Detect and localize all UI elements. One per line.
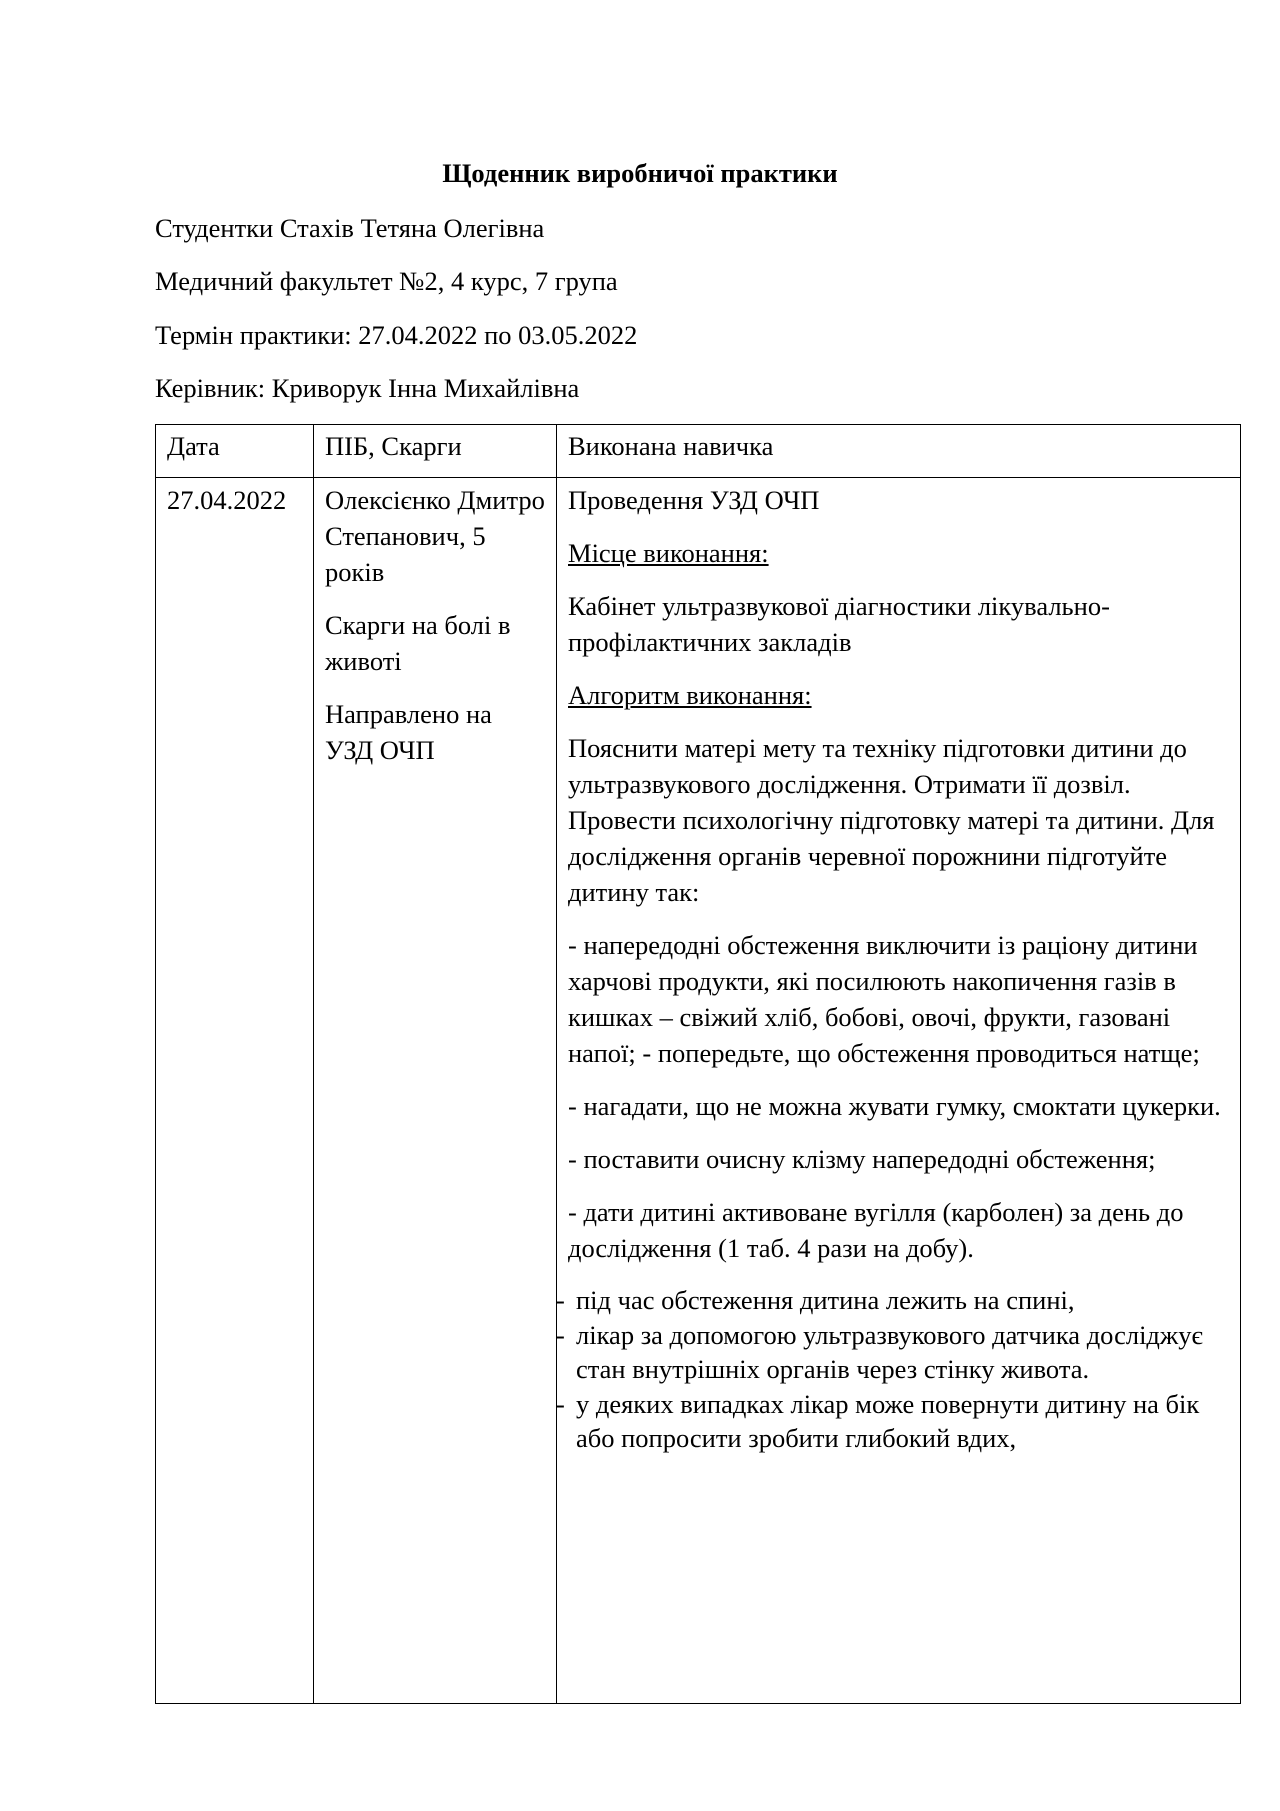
bullet-dash: -	[556, 1388, 565, 1419]
algorithm-label: Алгоритм виконання:	[568, 680, 812, 710]
student-line: Студентки Стахів Тетяна Олегівна	[155, 213, 545, 243]
algorithm-step: - нагадати, що не можна жувати гумку, смоктати цукерки.	[568, 1091, 1221, 1121]
algorithm-step: - напередодні обстеження виключити із раціону дитини харчові продукти, які посилюють накопичення газів в кишках – свіжий хліб, бобові, овочі, фрукти, газовані напої; - попередьте, що обстеження проводиться натще;	[568, 930, 1200, 1068]
header-date: Дата	[156, 425, 314, 478]
header-skill: Виконана навичка	[557, 425, 1241, 478]
bullet-text: лікар за допомогою ультразвукового датчика досліджує стан внутрішніх органів через стінку живота.	[576, 1319, 1203, 1384]
skill-procedure: Проведення УЗД ОЧП	[568, 485, 820, 515]
bullet-text: у деяких випадках лікар може повернути дитину на бік або попросити зробити глибокий вдих,	[576, 1388, 1200, 1453]
term-line: Термін практики: 27.04.2022 по 03.05.2022	[155, 320, 638, 350]
algorithm-step: - поставити очисну клізму напередодні обстеження;	[568, 1144, 1156, 1174]
faculty-line: Медичний факультет №2, 4 курс, 7 група	[155, 266, 618, 296]
algorithm-step: Пояснити матері мету та техніку підготовки дитини до ультразвукового дослідження. Отримати її дозвіл. Провести психологічну підготовку матері та дитини. Для дослідження органів черевної порожнини підготуйте дитину так:	[568, 733, 1215, 907]
patient-name: Олексієнко Дмитро Степанович, 5 років	[325, 485, 545, 587]
bullet-dash: -	[556, 1285, 565, 1315]
practice-table	[155, 424, 1241, 1704]
bullet-dash: -	[556, 1319, 565, 1350]
row-patient-cell	[314, 478, 557, 1704]
place-label: Місце виконання:	[568, 538, 769, 568]
patient-complaints: Скарги на болі в животі	[325, 610, 511, 676]
procedure-bullet-list	[556, 1283, 1230, 1456]
row-date: 27.04.2022	[156, 478, 314, 1704]
list-item	[556, 1283, 1230, 1318]
supervisor-line: Керівник: Криворук Інна Михайлівна	[155, 373, 580, 403]
list-item	[556, 1387, 1230, 1456]
place-text: Кабінет ультразвукової діагностики лікувально-профілактичних закладів	[568, 591, 1110, 657]
patient-referral: Направлено на УЗД ОЧП	[325, 699, 492, 765]
row-skill-cell	[557, 478, 1241, 1704]
page-title: Щоденник виробничої практики	[442, 158, 838, 188]
algorithm-step: - дати дитині активоване вугілля (карболен) за день до дослідження (1 таб. 4 рази на добу).	[568, 1197, 1184, 1263]
bullet-text: під час обстеження дитина лежить на спині,	[576, 1285, 1075, 1315]
table-row	[156, 478, 1241, 1704]
list-item	[556, 1318, 1230, 1387]
table-header-row	[156, 425, 1241, 478]
header-patient: ПІБ, Скарги	[314, 425, 557, 478]
